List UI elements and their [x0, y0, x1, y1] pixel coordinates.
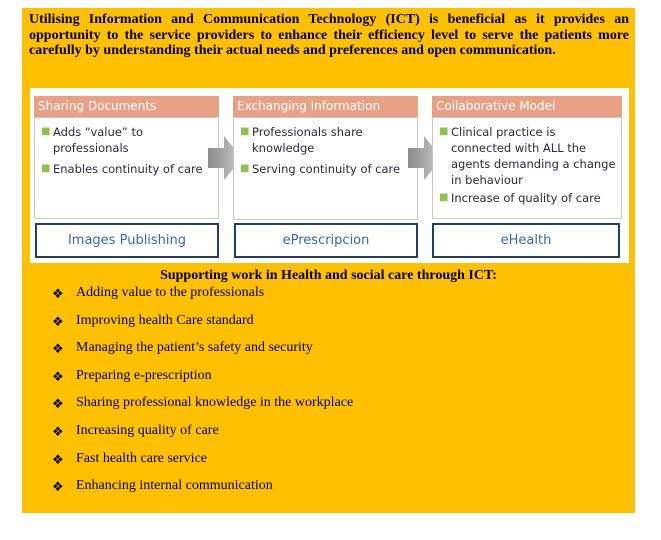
- intro-paragraph: Utilising Information and Communication Technology (ICT) is beneficial as it provides an opportunity to the service providers to enhance their efficiency level to serve the patients more carefully by understanding their actual needs and preferences and open communication.: [29, 12, 629, 58]
- list-item: [52, 451, 353, 479]
- column-body: [34, 117, 219, 219]
- column-header: Exchanging Information: [233, 96, 418, 117]
- column-sharing-documents: [34, 96, 219, 219]
- list-item: [52, 423, 353, 451]
- bullet-icon: ■: [41, 126, 51, 137]
- column-body: [233, 117, 418, 220]
- content-panel: [22, 8, 635, 513]
- list-item-text: Improving health Care standard: [76, 312, 254, 328]
- diamond-bullet-icon: ❖: [52, 451, 64, 467]
- diamond-bullet-icon: ❖: [52, 286, 64, 301]
- bullet-text: Serving continuity of care: [252, 162, 401, 176]
- list-item-text: Sharing professional knowledge in the workplace: [76, 395, 354, 411]
- bullet-text: Enables continuity of care: [53, 162, 203, 176]
- list-item-text: Managing the patient’s safety and security: [76, 340, 313, 356]
- ict-diagram: [30, 88, 629, 263]
- column-header: Sharing Documents: [34, 96, 219, 117]
- list-item: [52, 395, 353, 423]
- diamond-bullet-icon: ❖: [52, 479, 64, 495]
- list-item: [52, 368, 353, 396]
- list-item-text: Fast health care service: [76, 450, 207, 466]
- bullet-item: [39, 124, 214, 156]
- list-item: [52, 285, 353, 313]
- bullet-icon: ■: [439, 192, 449, 203]
- bullet-item: [238, 124, 413, 156]
- diamond-bullet-icon: ❖: [52, 313, 64, 329]
- diamond-bullet-icon: ❖: [52, 341, 64, 357]
- list-item: [52, 478, 353, 506]
- bullet-text: Adds “value” to professionals: [53, 125, 144, 155]
- label-images-publishing: Images Publishing: [35, 223, 219, 258]
- bullet-icon: ■: [240, 163, 250, 174]
- bullet-item: [238, 161, 413, 177]
- diamond-bullet-icon: ❖: [52, 368, 64, 384]
- diamond-bullet-icon: ❖: [52, 396, 64, 412]
- column-body: [432, 117, 622, 219]
- list-item-text: Adding value to the professionals: [76, 285, 265, 300]
- bullet-text: Professionals share knowledge: [252, 125, 363, 155]
- benefits-list: [52, 285, 353, 506]
- bullet-item: [437, 190, 617, 206]
- diamond-bullet-icon: ❖: [52, 423, 64, 439]
- bullet-text: Increase of quality of care: [451, 191, 601, 205]
- column-header: Collaborative Model: [432, 96, 622, 117]
- list-item-text: Enhancing internal communication: [76, 478, 273, 494]
- list-item: [52, 313, 353, 341]
- list-item: [52, 340, 353, 368]
- list-item-text: Increasing quality of care: [76, 422, 219, 438]
- column-collaborative-model: [432, 96, 622, 219]
- section-heading: Supporting work in Health and social care through ICT:: [160, 268, 497, 283]
- list-item-text: Preparing e-prescription: [76, 367, 212, 383]
- bullet-item: [39, 161, 214, 177]
- bullet-text: Clinical practice is connected with ALL the agents demanding a change in behaviour: [451, 125, 616, 187]
- bullet-icon: ■: [41, 163, 51, 174]
- label-eprescripcion: ePrescripcion: [234, 223, 418, 258]
- bullet-item: [437, 124, 617, 188]
- bullet-icon: ■: [240, 126, 250, 137]
- label-ehealth: eHealth: [432, 223, 620, 258]
- column-exchanging-information: [233, 96, 418, 220]
- bullet-icon: ■: [439, 126, 449, 137]
